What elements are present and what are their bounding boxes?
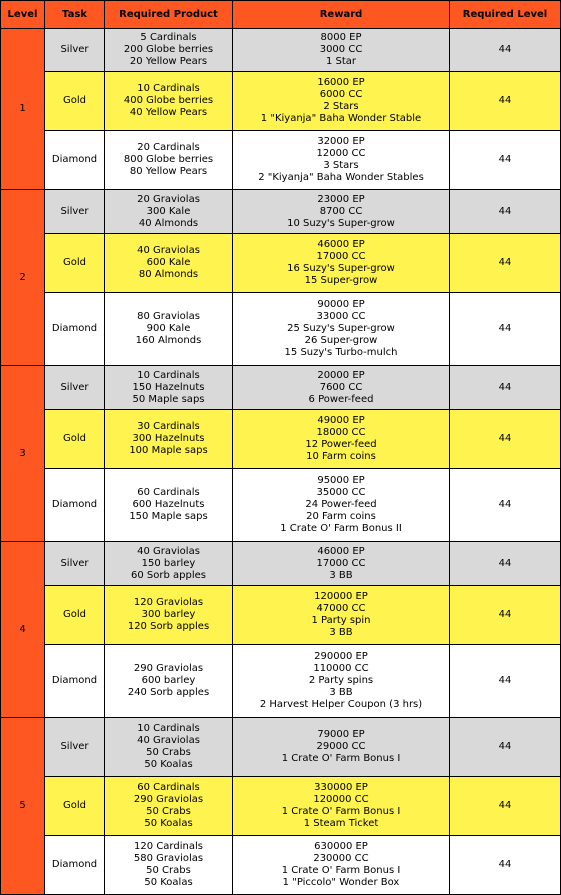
product-line: 600 Kale bbox=[146, 257, 191, 268]
required-level-cell: 44 bbox=[450, 234, 560, 292]
task-cell: Diamond bbox=[45, 293, 104, 365]
required-product-cell bbox=[105, 131, 232, 189]
product-line: 150 Maple saps bbox=[129, 511, 208, 522]
reward-line: 24 Power-feed bbox=[305, 499, 377, 510]
product-line: 50 Maple saps bbox=[132, 393, 205, 405]
task-cell: Gold bbox=[45, 586, 104, 644]
reward-line: 12 Power-feed bbox=[305, 439, 377, 450]
table-row bbox=[1, 29, 560, 71]
task-cell: Diamond bbox=[45, 836, 104, 894]
product-line: 50 Crabs bbox=[146, 806, 191, 817]
reward-line: 15 Super-grow bbox=[304, 275, 378, 286]
reward-line: 25 Suzy's Super-grow bbox=[287, 323, 395, 334]
header-reward: Reward bbox=[233, 1, 449, 28]
product-line: 290 Graviolas bbox=[133, 663, 204, 674]
product-line: 60 Sorb apples bbox=[131, 569, 206, 581]
reward-line: 1 Crate O' Farm Bonus I bbox=[281, 753, 401, 764]
reward-cell bbox=[233, 366, 449, 409]
level-cell: 3 bbox=[1, 366, 44, 541]
required-level-cell: 44 bbox=[450, 469, 560, 541]
reward-line: 1 Crate O' Farm Bonus I bbox=[281, 865, 401, 876]
reward-line: 230000 CC bbox=[313, 853, 369, 864]
required-level-cell: 44 bbox=[450, 366, 560, 409]
required-product-cell bbox=[105, 234, 232, 292]
product-line: 40 Graviolas bbox=[137, 245, 200, 256]
task-cell: Gold bbox=[45, 72, 104, 130]
required-level-cell: 44 bbox=[450, 410, 560, 468]
reward-line: 2 Harvest Helper Coupon (3 hrs) bbox=[259, 699, 423, 710]
reward-line: 1 Steam Ticket bbox=[303, 818, 379, 829]
reward-line: 33000 CC bbox=[316, 311, 366, 322]
reward-line: 6000 CC bbox=[319, 89, 363, 100]
table-body bbox=[1, 29, 560, 894]
level-cell: 5 bbox=[1, 718, 44, 894]
reward-line: 10 Farm coins bbox=[306, 451, 376, 462]
required-level-cell: 44 bbox=[450, 836, 560, 894]
reward-line: 2 Stars bbox=[323, 101, 359, 112]
reward-cell bbox=[233, 190, 449, 233]
reward-cell bbox=[233, 29, 449, 71]
product-line: 5 Cardinals bbox=[140, 32, 197, 43]
reward-cell bbox=[233, 131, 449, 189]
product-line: 50 Koalas bbox=[144, 759, 193, 770]
product-line: 300 Hazelnuts bbox=[132, 433, 205, 444]
required-level-cell: 44 bbox=[450, 645, 560, 717]
product-line: 800 Globe berries bbox=[123, 154, 214, 165]
task-cell: Silver bbox=[45, 366, 104, 409]
task-cell: Silver bbox=[45, 542, 104, 585]
reward-line: 16000 EP bbox=[317, 77, 365, 88]
task-cell: Gold bbox=[45, 410, 104, 468]
reward-line: 10 Suzy's Super-grow bbox=[287, 217, 395, 229]
product-line: 10 Cardinals bbox=[137, 369, 200, 381]
task-cell: Diamond bbox=[45, 645, 104, 717]
required-level-cell: 44 bbox=[450, 29, 560, 71]
reward-line: 330000 EP bbox=[314, 782, 368, 793]
table-row bbox=[1, 293, 560, 365]
product-line: 240 Sorb apples bbox=[127, 687, 210, 698]
product-line: 40 Graviolas bbox=[137, 735, 200, 746]
reward-line: 110000 CC bbox=[313, 663, 369, 674]
required-level-cell: 44 bbox=[450, 586, 560, 644]
table-row bbox=[1, 542, 560, 585]
product-line: 150 Hazelnuts bbox=[132, 381, 205, 393]
required-product-cell bbox=[105, 469, 232, 541]
table-row bbox=[1, 836, 560, 894]
required-product-cell bbox=[105, 293, 232, 365]
reward-line: 12000 CC bbox=[316, 148, 366, 159]
reward-line: 120000 CC bbox=[313, 794, 369, 805]
product-line: 120 Sorb apples bbox=[127, 621, 210, 632]
table-row bbox=[1, 190, 560, 233]
reward-line: 16 Suzy's Super-grow bbox=[287, 263, 395, 274]
reward-line: 95000 EP bbox=[317, 475, 365, 486]
product-line: 400 Globe berries bbox=[123, 95, 214, 106]
task-cell: Silver bbox=[45, 718, 104, 776]
reward-line: 49000 EP bbox=[317, 415, 365, 426]
table-row bbox=[1, 72, 560, 130]
header-row bbox=[1, 1, 560, 28]
product-line: 900 Kale bbox=[146, 323, 191, 334]
product-line: 40 Yellow Pears bbox=[129, 107, 208, 118]
reward-line: 3 Stars bbox=[323, 160, 359, 171]
reward-line: 15 Suzy's Turbo-mulch bbox=[284, 347, 398, 358]
reward-cell bbox=[233, 542, 449, 585]
product-line: 60 Cardinals bbox=[137, 782, 200, 793]
reward-line: 7600 CC bbox=[319, 381, 363, 393]
required-product-cell bbox=[105, 718, 232, 776]
product-line: 50 Koalas bbox=[144, 877, 193, 888]
reward-cell bbox=[233, 718, 449, 776]
product-line: 50 Crabs bbox=[146, 747, 191, 758]
reward-line: 1 Party spin bbox=[311, 615, 371, 626]
reward-line: 290000 EP bbox=[314, 651, 368, 662]
reward-line: 8000 EP bbox=[320, 32, 362, 43]
reward-line: 26 Super-grow bbox=[304, 335, 378, 346]
product-line: 600 Hazelnuts bbox=[132, 499, 205, 510]
reward-cell bbox=[233, 410, 449, 468]
reward-line: 29000 CC bbox=[316, 741, 366, 752]
reward-line: 17000 CC bbox=[316, 557, 366, 569]
reward-line: 1 "Kiyanja" Baha Wonder Stable bbox=[260, 113, 422, 124]
required-level-cell: 44 bbox=[450, 718, 560, 776]
product-line: 80 Almonds bbox=[138, 269, 199, 280]
reward-line: 3 BB bbox=[329, 687, 353, 698]
required-product-cell bbox=[105, 29, 232, 71]
reward-line: 32000 EP bbox=[317, 136, 365, 147]
product-line: 60 Cardinals bbox=[137, 487, 200, 498]
task-cell: Diamond bbox=[45, 469, 104, 541]
table-row bbox=[1, 777, 560, 835]
reward-cell bbox=[233, 293, 449, 365]
reward-line: 1 Crate O' Farm Bonus II bbox=[280, 523, 402, 534]
task-cell: Silver bbox=[45, 29, 104, 71]
reward-line: 46000 EP bbox=[317, 545, 365, 557]
task-cell: Silver bbox=[45, 190, 104, 233]
reward-cell bbox=[233, 72, 449, 130]
product-line: 50 Koalas bbox=[144, 818, 193, 829]
product-line: 10 Cardinals bbox=[137, 83, 200, 94]
table-row bbox=[1, 131, 560, 189]
required-product-cell bbox=[105, 190, 232, 233]
reward-cell bbox=[233, 234, 449, 292]
reward-line: 35000 CC bbox=[316, 487, 366, 498]
product-line: 580 Graviolas bbox=[133, 853, 204, 864]
required-level-cell: 44 bbox=[450, 72, 560, 130]
required-product-cell bbox=[105, 542, 232, 585]
product-line: 120 Cardinals bbox=[134, 841, 203, 852]
product-line: 150 barley bbox=[141, 557, 196, 569]
reward-line: 3 BB bbox=[329, 569, 353, 581]
table-row bbox=[1, 645, 560, 717]
required-product-cell bbox=[105, 410, 232, 468]
header-task: Task bbox=[45, 1, 104, 28]
level-cell: 4 bbox=[1, 542, 44, 717]
reward-line: 23000 EP bbox=[317, 193, 365, 205]
reward-line: 1 "Piccolo" Wonder Box bbox=[282, 877, 400, 888]
reward-cell bbox=[233, 836, 449, 894]
reward-line: 3000 CC bbox=[319, 44, 363, 55]
product-line: 20 Cardinals bbox=[137, 142, 200, 153]
reward-line: 20000 EP bbox=[317, 369, 365, 381]
reward-line: 120000 EP bbox=[314, 591, 368, 602]
product-line: 40 Almonds bbox=[138, 217, 199, 229]
required-product-cell bbox=[105, 586, 232, 644]
required-level-cell: 44 bbox=[450, 190, 560, 233]
required-level-cell: 44 bbox=[450, 777, 560, 835]
reward-line: 6 Power-feed bbox=[308, 393, 374, 405]
product-line: 300 barley bbox=[141, 609, 196, 620]
required-product-cell bbox=[105, 366, 232, 409]
reward-line: 630000 EP bbox=[314, 841, 368, 852]
reward-cell bbox=[233, 469, 449, 541]
reward-line: 47000 CC bbox=[316, 603, 366, 614]
product-line: 80 Graviolas bbox=[137, 311, 200, 322]
header-level: Level bbox=[1, 1, 44, 28]
required-product-cell bbox=[105, 836, 232, 894]
product-line: 30 Cardinals bbox=[137, 421, 200, 432]
reward-line: 90000 EP bbox=[317, 299, 365, 310]
reward-line: 1 Star bbox=[325, 56, 357, 67]
product-line: 20 Graviolas bbox=[137, 193, 200, 205]
product-line: 80 Yellow Pears bbox=[129, 166, 208, 177]
reward-cell bbox=[233, 777, 449, 835]
reward-line: 79000 EP bbox=[317, 729, 365, 740]
product-line: 50 Crabs bbox=[146, 865, 191, 876]
reward-line: 1 Crate O' Farm Bonus I bbox=[281, 806, 401, 817]
level-cell: 2 bbox=[1, 190, 44, 365]
product-line: 160 Almonds bbox=[135, 335, 202, 346]
table-row bbox=[1, 234, 560, 292]
product-line: 200 Globe berries bbox=[123, 44, 214, 55]
required-level-cell: 44 bbox=[450, 131, 560, 189]
required-level-cell: 44 bbox=[450, 293, 560, 365]
product-line: 120 Graviolas bbox=[133, 597, 204, 608]
table-row bbox=[1, 410, 560, 468]
table-row bbox=[1, 469, 560, 541]
product-line: 20 Yellow Pears bbox=[129, 56, 208, 67]
reward-line: 3 BB bbox=[329, 627, 353, 638]
task-cell: Gold bbox=[45, 777, 104, 835]
table-row bbox=[1, 366, 560, 409]
reward-cell bbox=[233, 645, 449, 717]
reward-line: 46000 EP bbox=[317, 239, 365, 250]
reward-line: 17000 CC bbox=[316, 251, 366, 262]
reward-line: 2 "Kiyanja" Baha Wonder Stables bbox=[258, 172, 424, 183]
table-row bbox=[1, 718, 560, 776]
task-cell: Diamond bbox=[45, 131, 104, 189]
required-product-cell bbox=[105, 777, 232, 835]
reward-cell bbox=[233, 586, 449, 644]
reward-line: 8700 CC bbox=[319, 205, 363, 217]
required-product-cell bbox=[105, 72, 232, 130]
required-level-cell: 44 bbox=[450, 542, 560, 585]
product-line: 100 Maple saps bbox=[129, 445, 208, 456]
product-line: 10 Cardinals bbox=[137, 723, 200, 734]
reward-line: 20 Farm coins bbox=[306, 511, 376, 522]
required-product-cell bbox=[105, 645, 232, 717]
product-line: 40 Graviolas bbox=[137, 545, 200, 557]
header-required-product: Required Product bbox=[105, 1, 232, 28]
reward-line: 2 Party spins bbox=[308, 675, 374, 686]
reward-line: 18000 CC bbox=[316, 427, 366, 438]
product-line: 290 Graviolas bbox=[133, 794, 204, 805]
table-row bbox=[1, 586, 560, 644]
product-line: 300 Kale bbox=[146, 205, 191, 217]
task-cell: Gold bbox=[45, 234, 104, 292]
product-line: 600 barley bbox=[141, 675, 196, 686]
header-required-level: Required Level bbox=[450, 1, 560, 28]
level-cell: 1 bbox=[1, 29, 44, 189]
